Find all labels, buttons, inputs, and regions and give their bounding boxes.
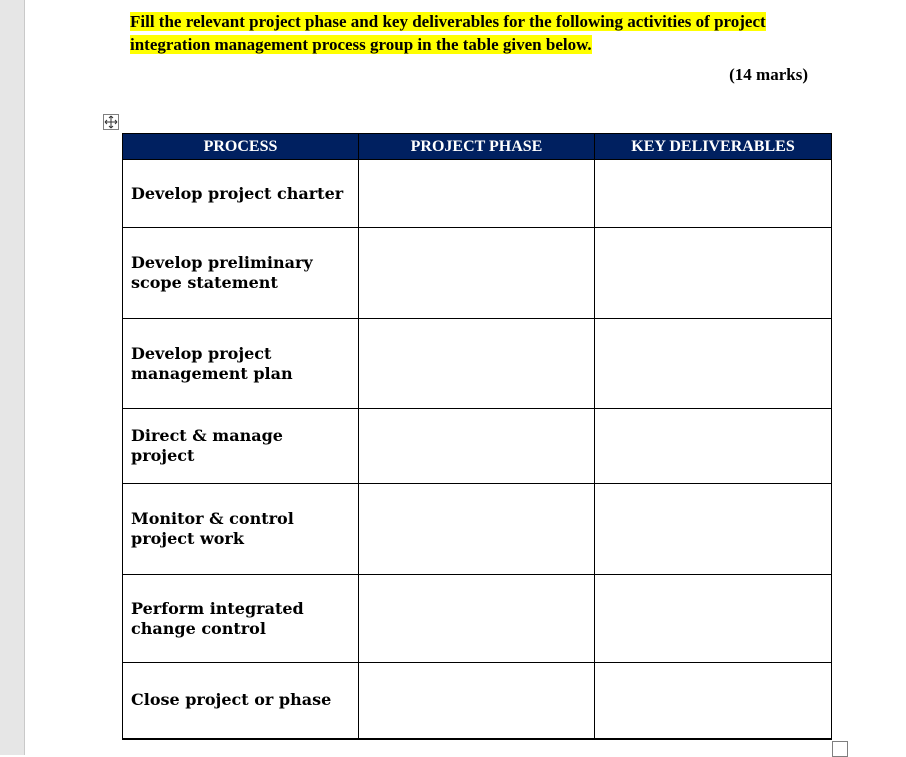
deliverables-cell[interactable]	[595, 575, 832, 663]
table-row	[123, 228, 832, 319]
header-key-deliverables: KEY DELIVERABLES	[595, 134, 832, 160]
process-cell[interactable]: Monitor & control project work	[123, 484, 359, 575]
deliverables-cell[interactable]	[595, 409, 832, 484]
header-process: PROCESS	[123, 134, 359, 160]
phase-cell[interactable]	[359, 319, 595, 409]
table-row	[123, 409, 832, 484]
table-row	[123, 484, 832, 575]
deliverables-cell[interactable]	[595, 484, 832, 575]
process-cell[interactable]: Develop project management plan	[123, 319, 359, 409]
table-header-row	[123, 134, 832, 160]
table-row	[123, 575, 832, 663]
process-cell[interactable]: Direct & manage project	[123, 409, 359, 484]
deliverables-cell[interactable]	[595, 663, 832, 739]
deliverables-cell[interactable]	[595, 228, 832, 319]
table-move-handle[interactable]	[103, 114, 119, 130]
move-arrows-icon	[104, 115, 118, 129]
phase-cell[interactable]	[359, 484, 595, 575]
process-cell[interactable]: Perform integrated change control	[123, 575, 359, 663]
left-margin-gutter	[0, 0, 25, 755]
phase-cell[interactable]	[359, 409, 595, 484]
instruction-text	[130, 10, 830, 56]
table-row	[123, 319, 832, 409]
process-cell[interactable]: Close project or phase	[123, 663, 359, 739]
process-table	[122, 133, 832, 740]
table-row	[123, 663, 832, 739]
deliverables-cell[interactable]	[595, 160, 832, 228]
phase-cell[interactable]	[359, 663, 595, 739]
phase-cell[interactable]	[359, 160, 595, 228]
phase-cell[interactable]	[359, 575, 595, 663]
marks-label: (14 marks)	[729, 65, 808, 84]
phase-cell[interactable]	[359, 228, 595, 319]
process-cell[interactable]: Develop project charter	[123, 160, 359, 228]
deliverables-cell[interactable]	[595, 319, 832, 409]
process-cell[interactable]: Develop preliminary scope statement	[123, 228, 359, 319]
highlighted-instruction: Fill the relevant project phase and key deliverables for the following activities of project integration management process group in the table given below.	[130, 12, 766, 54]
header-project-phase: PROJECT PHASE	[359, 134, 595, 160]
table-row	[123, 160, 832, 228]
